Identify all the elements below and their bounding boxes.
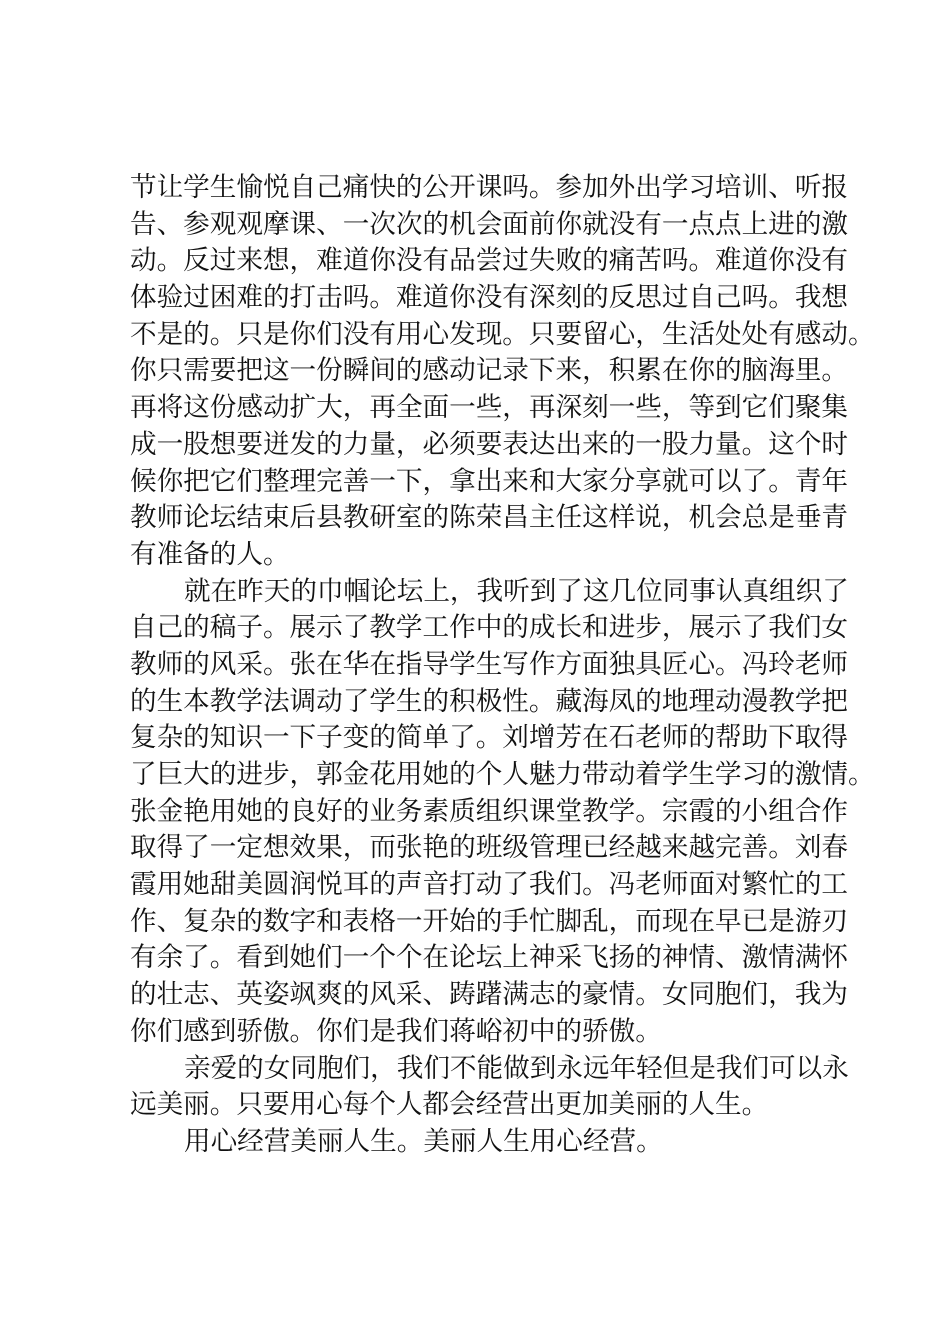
text-line: 成一股想要迸发的力量，必须要表达出来的一股力量。这个时 (130, 428, 849, 460)
text-line: 不是的。只是你们没有用心发现。只要留心，生活处处有感动。 (130, 318, 875, 350)
text-line: 教师论坛结束后县教研室的陈荣昌主任这样说，机会总是垂青 (130, 502, 849, 534)
text-line: 候你把它们整理完善一下，拿出来和大家分享就可以了。青年 (130, 465, 849, 497)
text-line: 教师的风采。张在华在指导学生写作方面独具匠心。冯玲老师 (130, 648, 849, 680)
text-line: 张金艳用她的良好的业务素质组织课堂教学。宗霞的小组合作 (130, 795, 849, 827)
text-line: 远美丽。只要用心每个人都会经营出更加美丽的人生。 (130, 1089, 769, 1121)
text-line: 了巨大的进步，郭金花用她的个人魅力带动着学生学习的激情。 (130, 759, 875, 790)
text-line: 的壮志、英姿飒爽的风采、踌躇满志的豪情。女同胞们，我为 (130, 979, 849, 1011)
text-line: 动。反过来想，难道你没有品尝过失败的痛苦吗。难道你没有 (130, 245, 849, 277)
text-line: 霞用她甜美圆润悦耳的声音打动了我们。冯老师面对繁忙的工 (130, 869, 849, 901)
text-line: 你们感到骄傲。你们是我们蒋峪初中的骄傲。 (130, 1015, 662, 1047)
text-line: 有余了。看到她们一个个在论坛上神采飞扬的神情、激情满怀 (130, 942, 849, 974)
text-line: 作、复杂的数字和表格一开始的手忙脚乱，而现在早已是游刃 (130, 905, 849, 937)
text-line: 自己的稿子。展示了教学工作中的成长和进步，展示了我们女 (130, 612, 849, 644)
text-line: 你只需要把这一份瞬间的感动记录下来，积累在你的脑海里。 (130, 355, 849, 387)
text-line: 告、参观观摩课、一次次的机会面前你就没有一点点上进的激 (130, 208, 849, 240)
text-line: 复杂的知识一下子变的简单了。刘增芳在石老师的帮助下取得 (130, 722, 849, 754)
text-line: 体验过困难的打击吗。难道你没有深刻的反思过自己吗。我想 (130, 282, 849, 314)
text-line: 再将这份感动扩大，再全面一些，再深刻一些，等到它们聚集 (130, 392, 849, 424)
text-line: 亲爱的女同胞们，我们不能做到永远年轻但是我们可以永 (184, 1052, 849, 1084)
text-line: 用心经营美丽人生。美丽人生用心经营。 (184, 1125, 663, 1157)
text-line: 有准备的人。 (130, 538, 290, 570)
text-line: 节让学生愉悦自己痛快的公开课吗。参加外出学习培训、听报 (130, 172, 849, 203)
body-text (130, 170, 890, 1161)
text-line: 的生本教学法调动了学生的积极性。藏海凤的地理动漫教学把 (130, 685, 849, 717)
text-line: 就在昨天的巾帼论坛上，我听到了这几位同事认真组织了 (184, 575, 849, 607)
text-line: 取得了一定想效果，而张艳的班级管理已经越来越完善。刘春 (130, 832, 849, 864)
